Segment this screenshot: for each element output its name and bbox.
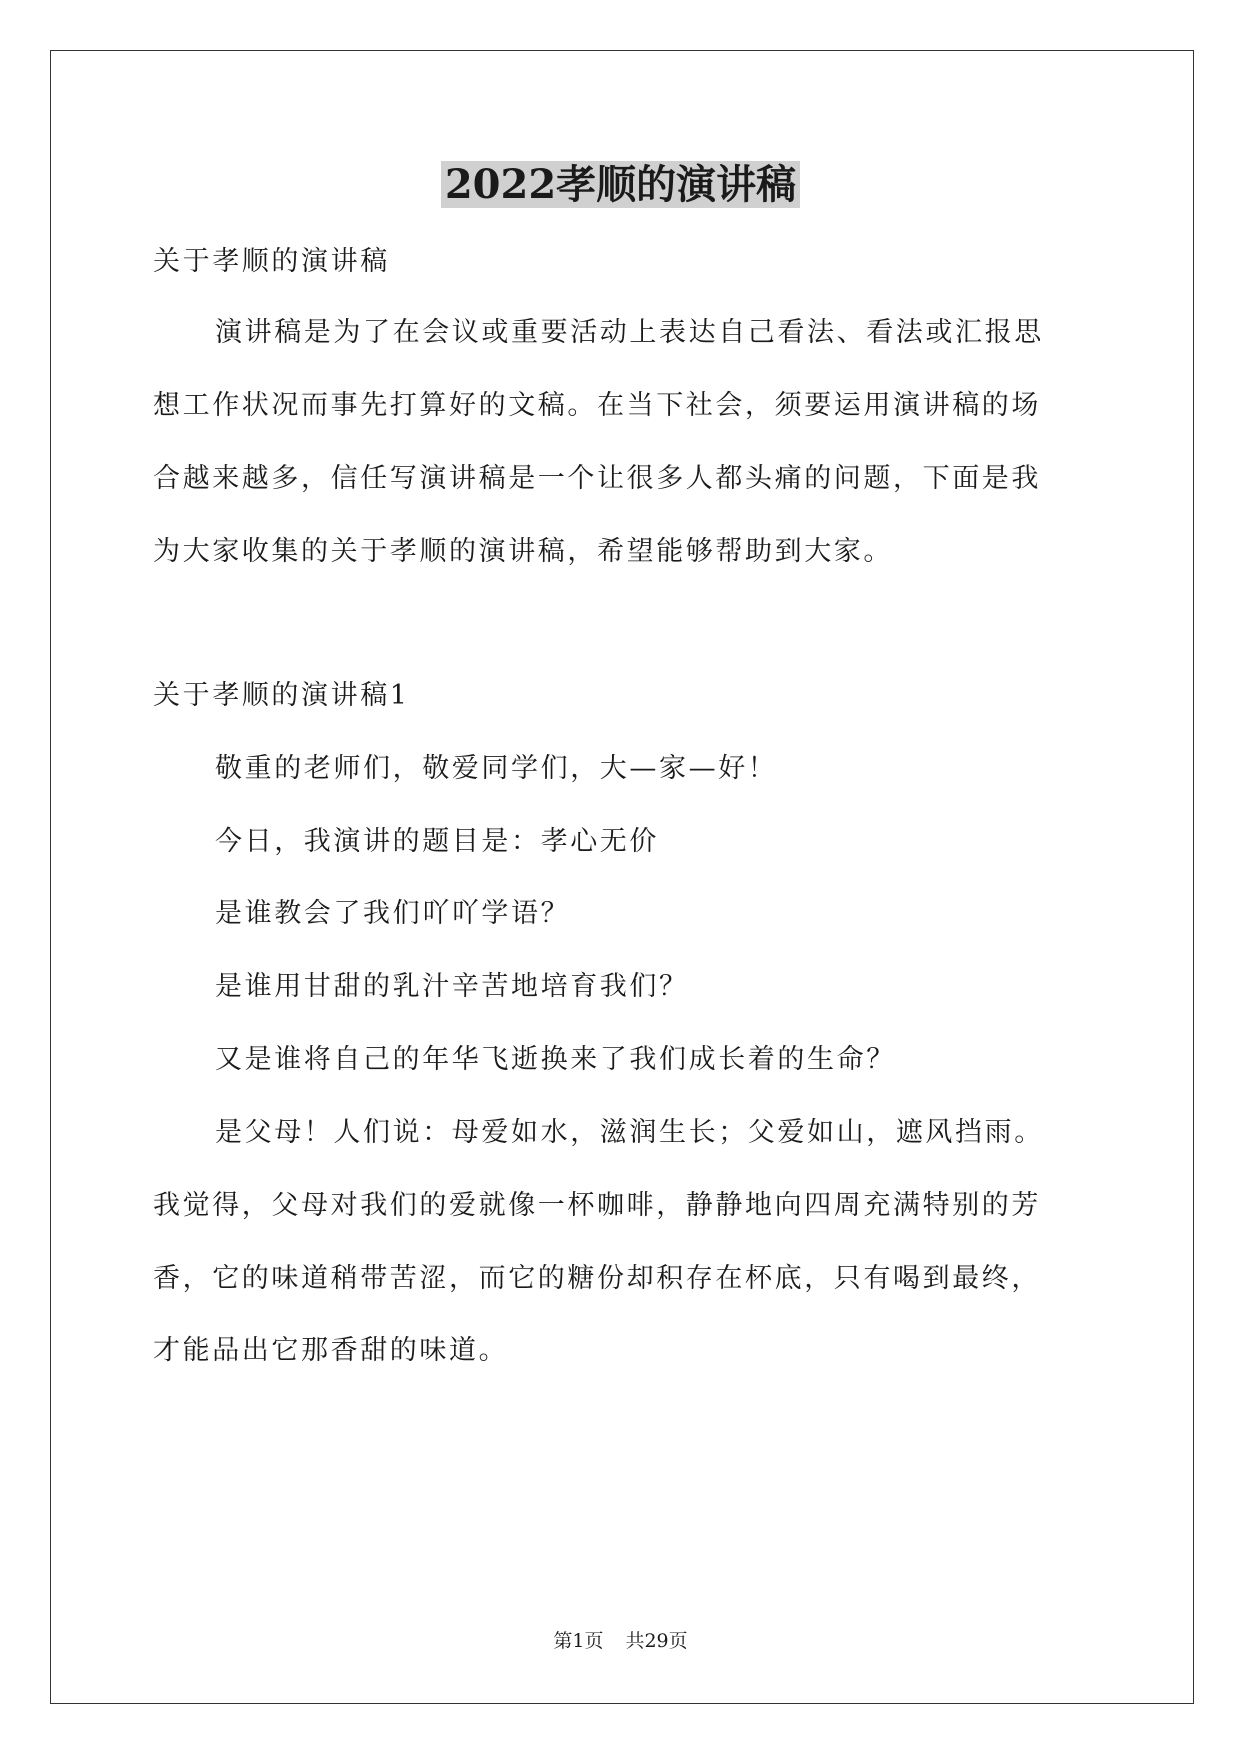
document-title-text: 2022孝顺的演讲稿 xyxy=(441,161,800,208)
paragraph-line: 合越来越多，信任写演讲稿是一个让很多人都头痛的问题，下面是我 xyxy=(153,463,1041,494)
paragraph-line: 是谁用甘甜的乳汁辛苦地培育我们？ xyxy=(215,971,689,1002)
paragraph-line: 想工作状况而事先打算好的文稿。在当下社会，须要运用演讲稿的场 xyxy=(153,390,1041,421)
paragraph-line: 今日，我演讲的题目是：孝心无价 xyxy=(215,826,659,857)
current-page-number: 第1页 xyxy=(553,1630,604,1652)
document-title xyxy=(0,158,1241,212)
paragraph-line: 才能品出它那香甜的味道。 xyxy=(153,1335,509,1366)
intro-heading: 关于孝顺的演讲稿 xyxy=(153,246,390,277)
paragraph-line: 敬重的老师们，敬爱同学们，大—家—好！ xyxy=(215,753,778,784)
section-heading: 关于孝顺的演讲稿1 xyxy=(153,680,410,711)
total-page-count: 共29页 xyxy=(625,1630,688,1652)
paragraph-line: 为大家收集的关于孝顺的演讲稿，希望能够帮助到大家。 xyxy=(153,536,893,567)
page-border xyxy=(50,50,1194,1704)
paragraph-line: 演讲稿是为了在会议或重要活动上表达自己看法、看法或汇报思 xyxy=(215,317,1044,348)
paragraph-line: 我觉得，父母对我们的爱就像一杯咖啡，静静地向四周充满特别的芳 xyxy=(153,1190,1041,1221)
page-footer xyxy=(0,1628,1241,1654)
paragraph-line: 香，它的味道稍带苦涩，而它的糖份却积存在杯底，只有喝到最终， xyxy=(153,1263,1041,1294)
paragraph-line: 是父母！人们说：母爱如水，滋润生长；父爱如山，遮风挡雨。 xyxy=(215,1117,1044,1148)
paragraph-line: 又是谁将自己的年华飞逝换来了我们成长着的生命？ xyxy=(215,1044,896,1075)
paragraph-line: 是谁教会了我们吖吖学语？ xyxy=(215,898,571,929)
